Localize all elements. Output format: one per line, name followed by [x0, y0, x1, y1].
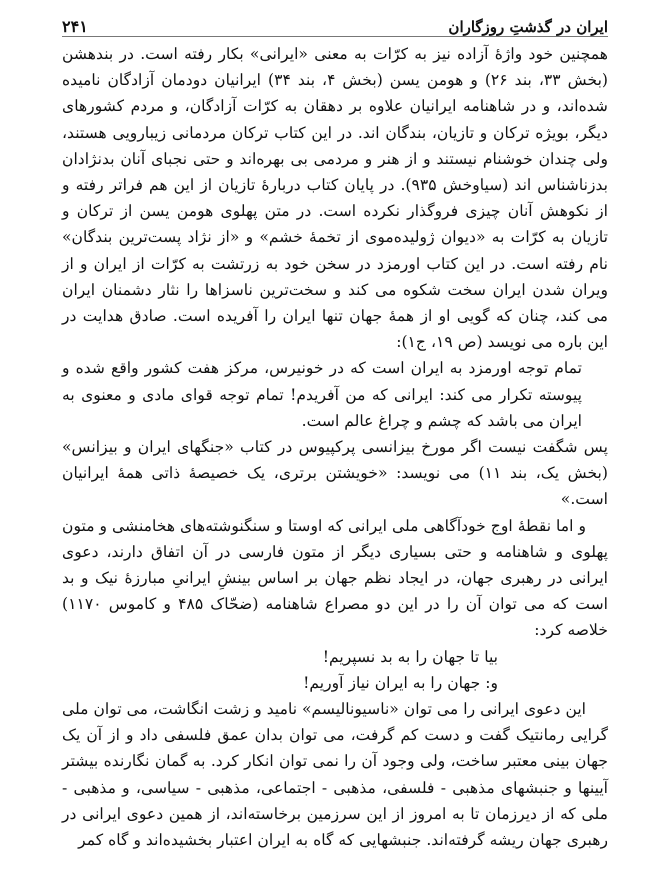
verse-line-2: و: جهان را به ایران نیاز آوریم!: [303, 673, 498, 692]
page-number: ۲۴۱: [62, 17, 88, 36]
paragraph-4: این دعوی ایرانی را می توان «ناسیونالیسم» نامید و زشت انگاشت، می توان ملی گرایی رمانتیک گفت و دست کم گرفت، می توان بدان عمق فلسفی داد و از آن یک جهان بینی معتبر ساخت، ولی وجود آن را نمی توان انکار کرد. به گمان نگارنده بیشتر آیینها و جنبشهای مذهبی - فلسفی، مذهبی - اجتماعی، مذهبی - سیاسی، و مذهبی - ملی که از دیرزمان تا به امروز از این سرزمین برخاسته‌اند، از همین دعوی ایرانی در رهبری جهان ریشه گرفته‌اند. جنبشهایی که گاه به ایران اعتبار بخشیده‌اند و گاه کمر: [62, 700, 608, 850]
verse-line-1: بیا تا جهان را به بد نسپریم!: [322, 647, 498, 666]
paragraph-1: همچنین خود واژهٔ آزاده نیز به کرّات به معنی «ایرانی» بکار رفته است. در بندهشن (بخش ۳۳، بند ۲۶) و هومن یسن (بخش ۴، بند ۳۴) ایرانیان دودمان آزادگان نامیده شده‌اند، و در شاهنامه ایرانیان علاوه بر دهقان به کرّات آزادگان، و مردم کشورهای دیگر، بویژه ترکان و تازیان، بندگان اند. در این کتاب ترکان مردمانی زیبارویی هستند، ولی چندان خوشنام نیستند و از هنر و مردمی بی بهره‌اند و حتی نجبای آنان بدنژادان بدزناشناس اند (سیاوخش ۹۳۵). در پایان کتاب دربارهٔ تازیان از این هم فراتر رفته و از نکوهش آنان چیزی فروگذار نکرده است. در متن پهلوی هومن یسن از ترکان و تازیان به کرّات به «دیوان ژولیده‌موی از تخمهٔ خشم» و «از نژاد پست‌ترین بندگان» نام رفته است. در این کتاب اورمزد در سخن خود به زرتشت به کرّات از ایران و از ویران شدن ایران سخت شکوه می کند و سخت‌ترین ناسزاها را نثار دشمنان ایران می کند، چنان که گویی او از همهٔ جهان تنها ایران را آفریده است. صادق هدایت در این باره می نویسد (ص ۱۹، ج۱):: [62, 45, 609, 352]
paragraph-3: و اما نقطهٔ اوج خودآگاهی ملی ایرانی که اوستا و سنگنوشته‌های هخامنشی و متون پهلوی و شاهنامه و حتی بسیاری دیگر از متون فارسی در آن اتفاق دارند، دعوی ایرانی در رهبری جهان، در ایجاد نظم جهان بر اساس بینشِ ایرانیِ مبارزهٔ نیک و بد است که می توان آن را در این دو مصراع شاهنامه (ضحّاک ۴۸۵ و کاموس ۱۱۷۰) خلاصه کرد:: [62, 516, 608, 640]
block-quote: تمام توجه اورمزد به ایران است که در خونیرس، مرکز هفت کشور واقع شده و پیوسته تکرار می کند: ایرانی که من آفریدم! تمام توجه قوای مادی و معنوی به ایران می باشد که چشم و چراغ عالم است.: [62, 359, 582, 430]
page-header: [62, 10, 608, 37]
book-page: [62, 10, 608, 880]
paragraph-2: پس شگفت نیست اگر مورخ بیزانسی پرکپیوس در کتاب «جنگهای ایران و بیزانس» (بخش یک، بند ۱۱) می نویسد: «خویشتن برتری، یک خصیصهٔ ذاتی همهٔ ایرانیان است.»: [62, 438, 608, 509]
running-title: ایران در گذشتِ روزگاران: [448, 18, 608, 36]
